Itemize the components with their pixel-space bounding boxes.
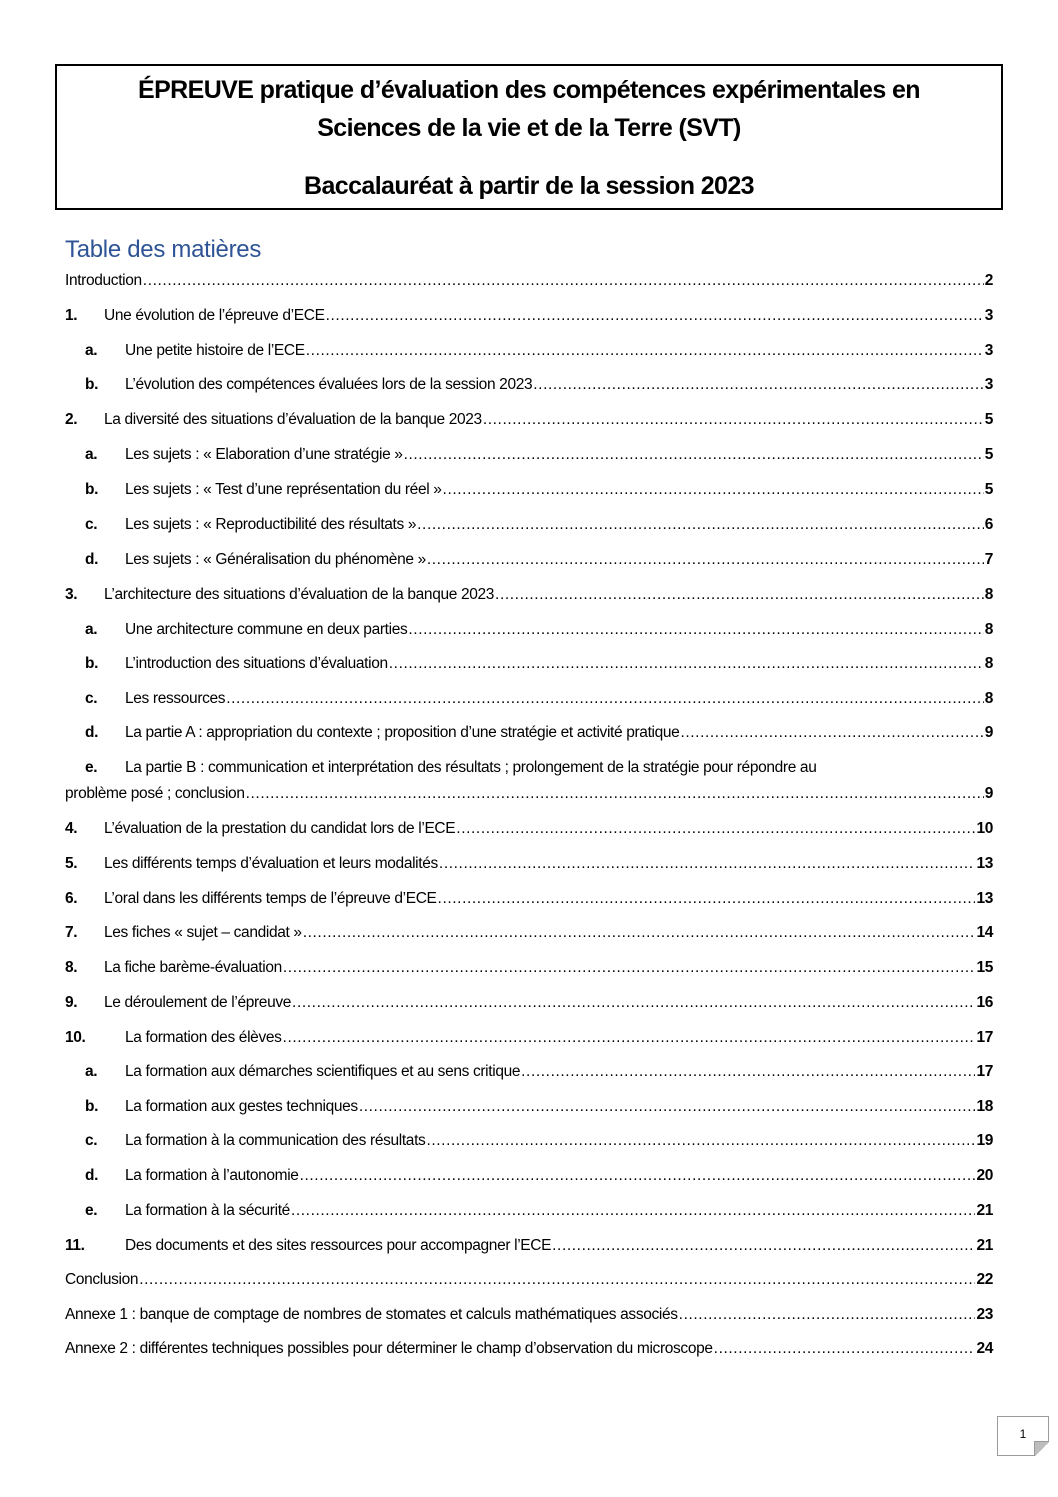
toc-leader-dots xyxy=(139,1269,975,1291)
toc-entry-page: 3 xyxy=(984,342,993,359)
toc-leader-dots xyxy=(552,1235,975,1257)
page-curl-icon xyxy=(1034,1441,1049,1456)
toc-entry-number: 4. xyxy=(65,820,78,837)
toc-entry-number: c. xyxy=(85,516,98,533)
toc-entry-number: b. xyxy=(85,655,99,672)
page-number: 1 xyxy=(1019,1427,1027,1441)
toc-entry-number: c. xyxy=(85,690,98,707)
toc-entry-section-9[interactable] xyxy=(65,992,993,1014)
toc-entry-page: 13 xyxy=(976,890,993,907)
toc-entry-annexe-1[interactable] xyxy=(65,1304,993,1326)
toc-entry-section-10a[interactable] xyxy=(85,1061,993,1083)
toc-entry-introduction[interactable] xyxy=(65,270,993,292)
toc-entry-section-10e[interactable] xyxy=(85,1200,993,1222)
toc-entry-text: L’oral dans les différents temps de l’épreuve d’ECE xyxy=(104,890,437,907)
toc-entry-text: Les sujets : « Généralisation du phénomène » xyxy=(125,551,426,568)
toc-entry-page: 8 xyxy=(984,586,993,603)
toc-entry-section-8[interactable] xyxy=(65,957,993,979)
toc-entry-page: 17 xyxy=(976,1029,993,1046)
toc-entry-section-3c[interactable] xyxy=(85,688,993,710)
toc-entry-section-10c[interactable] xyxy=(85,1130,993,1152)
toc-entry-page: 21 xyxy=(976,1202,993,1219)
toc-entry-page: 15 xyxy=(976,959,993,976)
toc-entry-section-1a[interactable] xyxy=(85,340,993,362)
toc-leader-dots xyxy=(283,1027,976,1049)
toc-entry-section-10[interactable] xyxy=(65,1027,993,1049)
toc-leader-dots xyxy=(456,818,975,840)
toc-entry-number: b. xyxy=(85,376,99,393)
toc-entry-page: 13 xyxy=(976,855,993,872)
toc-leader-dots xyxy=(143,270,984,292)
toc-entry-text: L’architecture des situations d’évaluation de la banque 2023 xyxy=(104,586,495,603)
toc-entry-text: La formation des élèves xyxy=(125,1029,282,1046)
toc-entry-text: Les différents temps d’évaluation et leurs modalités xyxy=(104,855,438,872)
toc-entry-page: 9 xyxy=(984,785,993,802)
toc-entry-section-3b[interactable] xyxy=(85,653,993,675)
toc-entry-number: 2. xyxy=(65,411,78,428)
toc-entry-section-1[interactable] xyxy=(65,305,993,327)
toc-entry-text: La fiche barème-évaluation xyxy=(104,959,282,976)
toc-entry-text: L’évolution des compétences évaluées lors de la session 2023 xyxy=(125,376,533,393)
toc-entry-number: 7. xyxy=(65,924,78,941)
toc-leader-dots xyxy=(417,514,984,536)
toc-leader-dots xyxy=(714,1338,976,1360)
toc-entry-text: Annexe 1 : banque de comptage de nombres de stomates et calculs mathématiques associés xyxy=(65,1306,678,1323)
toc-leader-dots xyxy=(303,922,976,944)
toc-entry-text: Les sujets : « Reproductibilité des résultats » xyxy=(125,516,417,533)
toc-entry-number: 3. xyxy=(65,586,78,603)
toc-heading: Table des matières xyxy=(65,236,262,263)
toc-leader-dots xyxy=(300,1165,976,1187)
toc-leader-dots xyxy=(443,479,984,501)
toc-entry-text: L’évaluation de la prestation du candidat lors de l’ECE xyxy=(104,820,456,837)
toc-entry-number: a. xyxy=(85,621,98,638)
title-line-3: Baccalauréat à partir de la session 2023 xyxy=(304,172,754,200)
toc-entry-section-2d[interactable] xyxy=(85,549,993,571)
toc-leader-dots xyxy=(226,688,984,710)
toc-entry-text: Des documents et des sites ressources pour accompagner l’ECE xyxy=(125,1237,552,1254)
toc-entry-page: 20 xyxy=(976,1167,993,1184)
toc-entry-text: Une petite histoire de l’ECE xyxy=(125,342,305,359)
toc-leader-dots xyxy=(246,783,984,805)
toc-entry-text-continued: problème posé ; conclusion xyxy=(65,785,245,802)
toc-leader-dots xyxy=(533,374,983,396)
toc-leader-dots xyxy=(439,853,976,875)
toc-entry-text: Conclusion xyxy=(65,1271,139,1288)
toc-leader-dots xyxy=(680,722,983,744)
toc-entry-text: Les fiches « sujet – candidat » xyxy=(104,924,302,941)
toc-entry-page: 5 xyxy=(984,481,993,498)
toc-entry-section-2c[interactable] xyxy=(85,514,993,536)
toc-entry-number: a. xyxy=(85,342,98,359)
toc-entry-section-1b[interactable] xyxy=(85,374,993,396)
toc-leader-dots xyxy=(292,992,975,1014)
toc-entry-page: 22 xyxy=(976,1271,993,1288)
toc-entry-text: La formation à la communication des résultats xyxy=(125,1132,426,1149)
title-line-2: Sciences de la vie et de la Terre (SVT) xyxy=(317,114,741,142)
toc-entry-section-11[interactable] xyxy=(65,1235,993,1257)
toc-entry-number: b. xyxy=(85,1098,99,1115)
document-title-box xyxy=(55,64,1003,210)
toc-entry-page: 3 xyxy=(984,307,993,324)
toc-entry-page: 23 xyxy=(976,1306,993,1323)
toc-leader-dots xyxy=(427,549,984,571)
toc-entry-number: a. xyxy=(85,446,98,463)
toc-entry-text: Une architecture commune en deux parties xyxy=(125,621,408,638)
toc-leader-dots xyxy=(389,653,984,675)
toc-entry-page: 2 xyxy=(984,272,993,289)
toc-entry-text: L’introduction des situations d’évaluation xyxy=(125,655,388,672)
toc-entry-section-2[interactable] xyxy=(65,409,993,431)
toc-entry-number: 9. xyxy=(65,994,78,1011)
toc-entry-text: Annexe 2 : différentes techniques possibles pour déterminer le champ d’observation du microscope xyxy=(65,1340,713,1357)
toc-entry-number: d. xyxy=(85,1167,99,1184)
toc-leader-dots xyxy=(359,1096,976,1118)
toc-entry-section-10b[interactable] xyxy=(85,1096,993,1118)
toc-entry-section-5[interactable] xyxy=(65,853,993,875)
toc-entry-number: 5. xyxy=(65,855,78,872)
toc-entry-text: Une évolution de l’épreuve d’ECE xyxy=(104,307,325,324)
toc-entry-text: Le déroulement de l’épreuve xyxy=(104,994,292,1011)
toc-entry-number: c. xyxy=(85,1132,98,1149)
toc-entry-section-7[interactable] xyxy=(65,922,993,944)
toc-entry-page: 5 xyxy=(984,446,993,463)
toc-entry-page: 14 xyxy=(976,924,993,941)
toc-leader-dots xyxy=(306,340,984,362)
toc-entry-section-2b[interactable] xyxy=(85,479,993,501)
toc-entry-text: Les sujets : « Test d’une représentation du réel » xyxy=(125,481,442,498)
toc-leader-dots xyxy=(521,1061,975,1083)
toc-entry-section-6[interactable] xyxy=(65,888,993,910)
toc-entry-annexe-2[interactable] xyxy=(65,1338,993,1360)
toc-entry-number: 8. xyxy=(65,959,78,976)
toc-entry-page: 5 xyxy=(984,411,993,428)
toc-entry-page: 8 xyxy=(984,655,993,672)
toc-entry-page: 7 xyxy=(984,551,993,568)
toc-leader-dots xyxy=(495,584,984,606)
toc-entry-section-3e[interactable] xyxy=(85,757,993,779)
toc-entry-section-3d[interactable] xyxy=(85,722,993,744)
toc-entry-page: 3 xyxy=(984,376,993,393)
toc-entry-number: 11. xyxy=(65,1237,85,1254)
toc-entry-page: 8 xyxy=(984,690,993,707)
toc-entry-page: 9 xyxy=(984,724,993,741)
toc-entry-text: La diversité des situations d’évaluation de la banque 2023 xyxy=(104,411,482,428)
toc-entry-page: 16 xyxy=(976,994,993,1011)
toc-entry-section-10d[interactable] xyxy=(85,1165,993,1187)
toc-entry-page: 19 xyxy=(976,1132,993,1149)
toc-entry-section-3[interactable] xyxy=(65,584,993,606)
toc-entry-section-3a[interactable] xyxy=(85,619,993,641)
toc-entry-text: Les ressources xyxy=(125,690,226,707)
toc-entry-number: a. xyxy=(85,1063,98,1080)
toc-entry-number: d. xyxy=(85,551,99,568)
toc-leader-dots xyxy=(291,1200,976,1222)
page-number-box xyxy=(997,1416,1049,1456)
title-line-1: ÉPREUVE pratique d’évaluation des compétences expérimentales en xyxy=(138,76,920,104)
toc-entry-conclusion[interactable] xyxy=(65,1269,993,1291)
toc-entry-text: La formation à l’autonomie xyxy=(125,1167,299,1184)
toc-entry-number: 10. xyxy=(65,1029,86,1046)
toc-entry-page: 24 xyxy=(976,1340,993,1357)
toc-entry-page: 8 xyxy=(984,621,993,638)
toc-leader-dots xyxy=(283,957,976,979)
toc-entry-text: Les sujets : « Elaboration d’une stratégie » xyxy=(125,446,403,463)
toc-entry-number: e. xyxy=(85,1202,98,1219)
toc-entry-section-2a[interactable] xyxy=(85,444,993,466)
toc-entry-text: La formation aux gestes techniques xyxy=(125,1098,358,1115)
toc-leader-dots xyxy=(408,619,983,641)
toc-leader-dots xyxy=(326,305,984,327)
toc-entry-page: 6 xyxy=(984,516,993,533)
toc-entry-page: 21 xyxy=(976,1237,993,1254)
toc-leader-dots xyxy=(679,1304,976,1326)
toc-leader-dots xyxy=(426,1130,975,1152)
toc-entry-number: e. xyxy=(85,759,98,776)
toc-leader-dots xyxy=(404,444,984,466)
toc-entry-text: La formation aux démarches scientifiques et au sens critique xyxy=(125,1063,521,1080)
toc-entry-number: 1. xyxy=(65,307,78,324)
toc-entry-text: Introduction xyxy=(65,272,142,289)
toc-leader-dots xyxy=(483,409,984,431)
toc-entry-text: La partie B : communication et interprétation des résultats ; prolongement de la stratégie pour répondre au xyxy=(125,759,817,776)
toc-entry-number: d. xyxy=(85,724,99,741)
toc-entry-page: 10 xyxy=(976,820,993,837)
toc-entry-section-4[interactable] xyxy=(65,818,993,840)
toc-entry-number: b. xyxy=(85,481,99,498)
toc-entry-section-3e-continued[interactable] xyxy=(65,783,993,805)
toc-entry-page: 17 xyxy=(976,1063,993,1080)
toc-entry-number: 6. xyxy=(65,890,78,907)
toc-entry-page: 18 xyxy=(976,1098,993,1115)
toc-leader-dots xyxy=(438,888,976,910)
toc-entry-text: La partie A : appropriation du contexte ; proposition d’une stratégie et activité pratique xyxy=(125,724,680,741)
toc-entry-text: La formation à la sécurité xyxy=(125,1202,290,1219)
